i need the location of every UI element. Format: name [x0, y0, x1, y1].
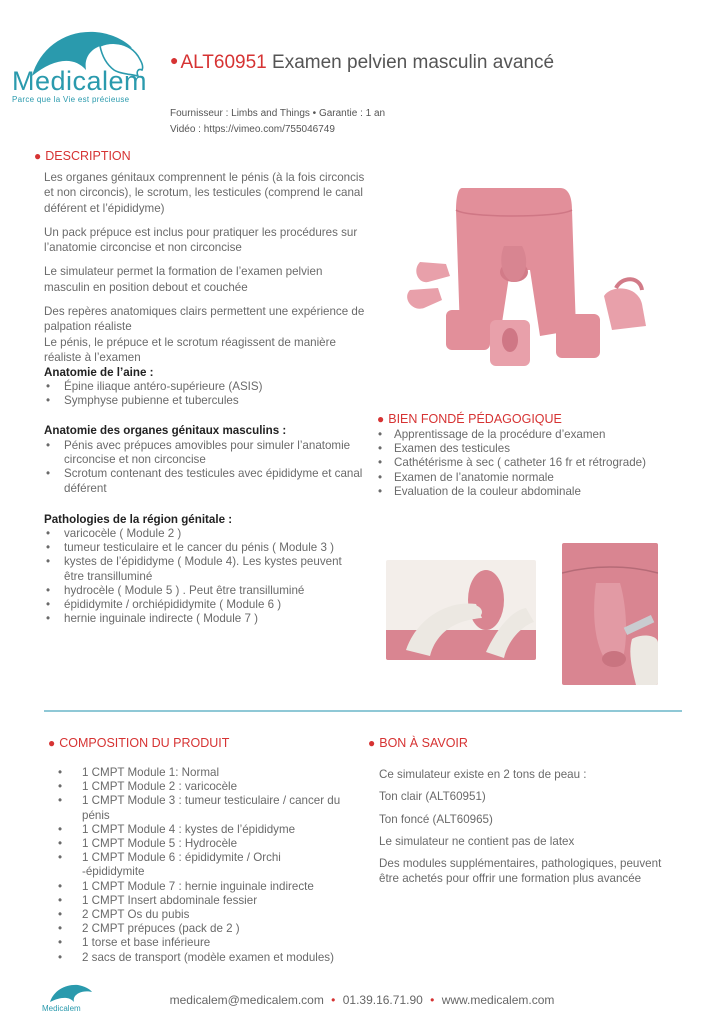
- description-paragraph: Les organes génitaux comprennent le pénis (à la fois circoncis et non circoncis), le scrotum, les testicules (comprend le canal déférent et l’épididyme): [44, 171, 365, 215]
- list-item: • hernie inguinale indirecte ( Module 7 ): [44, 612, 364, 626]
- info-paragraph: Ton foncé (ALT60965): [379, 812, 493, 826]
- info-paragraph: Le simulateur ne contient pas de latex: [379, 834, 575, 848]
- brand-name: Medicalem: [12, 66, 148, 96]
- info-paragraph: Ce simulateur existe en 2 tons de peau :: [379, 768, 587, 781]
- good-to-know-heading: ● BON À SAVOIR: [368, 736, 468, 750]
- list-item: • 1 CMPT Module 3 : tumeur testiculaire / cancer du pénis: [44, 794, 344, 822]
- product-title: [170, 52, 554, 74]
- list-item: • Cathétérisme à sec ( catheter 16 fr et rétrograde): [364, 456, 704, 470]
- list-item: • Scrotum contenant des testicules avec épididyme et canal déférent: [44, 467, 364, 495]
- description-body: [44, 170, 369, 365]
- pedagogy-heading: ● BIEN FONDÉ PÉDAGOGIQUE: [377, 412, 562, 426]
- list-item: • 2 CMPT Os du pubis: [44, 908, 344, 922]
- product-code: ALT60951: [180, 52, 267, 73]
- group-title-pathologies: Pathologies de la région génitale :: [44, 513, 233, 526]
- bullet-dot-icon: ●: [34, 149, 42, 163]
- bullet-dot-icon: ●: [170, 52, 179, 68]
- list-item: • Épine iliaque antéro-supérieure (ASIS): [44, 380, 364, 394]
- list-item: • 1 CMPT Module 1: Normal: [44, 766, 344, 780]
- list-item: • 1 CMPT Module 7 : hernie inguinale indirecte: [44, 880, 344, 894]
- list-item: • kystes de l’épididyme ( Module 4). Les kystes peuvent être transilluminé: [44, 555, 364, 583]
- footer-email[interactable]: medicalem@medicalem.com: [169, 993, 324, 1007]
- bullet-dot-icon: ●: [48, 736, 56, 750]
- good-to-know-body: [379, 767, 669, 887]
- list-item: • épididymite / orchiépididymite ( Module 6 ): [44, 598, 364, 612]
- list-item: • tumeur testiculaire et le cancer du pénis ( Module 3 ): [44, 541, 364, 555]
- group-title-aine: Anatomie de l’aine :: [44, 366, 154, 379]
- footer-separator: •: [430, 993, 435, 1007]
- list-item: • Examen de l’anatomie normale: [364, 471, 704, 485]
- footer-phone[interactable]: 01.39.16.71.90: [342, 993, 423, 1007]
- footer-logo-name: Medicalem: [42, 1004, 81, 1013]
- list-item: • Pénis avec prépuces amovibles pour simuler l’anatomie circoncise et non circoncise: [44, 439, 364, 467]
- list-item: • 1 CMPT Module 6 : épididymite / Orchi -épididymite: [44, 851, 344, 879]
- section-divider: [44, 710, 682, 712]
- product-name: Examen pelvien masculin avancé: [272, 52, 555, 73]
- list-item: • 1 torse et base inférieure: [44, 936, 344, 950]
- composition-heading: ● COMPOSITION DU PRODUIT: [48, 736, 230, 750]
- product-photo: [390, 180, 660, 380]
- description-paragraph: Un pack prépuce est inclus pour pratiquer les procédures sur l’anatomie circoncise et non circoncise: [44, 225, 358, 255]
- list-item: • 2 CMPT prépuces (pack de 2 ): [44, 922, 344, 936]
- supplier-line: Fournisseur : Limbs and Things • Garantie : 1 an: [170, 108, 386, 119]
- description-paragraph: Le pénis, le prépuce et le scrotum réagissent de manière réaliste à l’examen: [44, 335, 336, 364]
- description-paragraph: Le simulateur permet la formation de l’examen pelvien masculin en position debout et couchée: [44, 265, 323, 294]
- exam-photo: [386, 560, 536, 660]
- group-title-organes: Anatomie des organes génitaux masculins :: [44, 424, 287, 437]
- list-pedagogy: [364, 428, 704, 499]
- info-paragraph: Ton clair (ALT60951): [379, 790, 486, 804]
- list-item: • 1 CMPT Module 5 : Hydrocèle: [44, 837, 344, 851]
- list-item: • Apprentissage de la procédure d’examen: [364, 428, 704, 442]
- list-item: • 1 CMPT Insert abdominale fessier: [44, 894, 344, 908]
- bullet-dot-icon: ●: [368, 736, 376, 750]
- list-item: • Symphyse pubienne et tubercules: [44, 394, 364, 408]
- description-heading: ● DESCRIPTION: [34, 149, 131, 163]
- list-item: • 1 CMPT Module 4 : kystes de l’épididyme: [44, 823, 344, 837]
- footer-separator: •: [331, 993, 336, 1007]
- list-organes: [44, 439, 364, 496]
- list-item: • 1 CMPT Module 2 : varicocèle: [44, 780, 344, 794]
- list-item: • varicocèle ( Module 2 ): [44, 527, 364, 541]
- description-paragraph: Des repères anatomiques clairs permettent une expérience de palpation réaliste: [44, 305, 365, 334]
- bullet-dot-icon: ●: [377, 412, 385, 426]
- footer-website[interactable]: www.medicalem.com: [441, 993, 555, 1007]
- video-link[interactable]: Vidéo : https://vimeo.com/755046749: [170, 124, 335, 135]
- list-item: • hydrocèle ( Module 5 ) . Peut être transilluminé: [44, 584, 364, 598]
- list-item: • Examen des testicules: [364, 442, 704, 456]
- info-paragraph: Des modules supplémentaires, pathologiques, peuvent être achetés pour offrir une formation plus avancée: [379, 857, 662, 886]
- list-item: • 2 sacs de transport (modèle examen et modules): [44, 951, 344, 965]
- closeup-photo: [562, 543, 658, 685]
- brand-tagline: Parce que la Vie est précieuse: [12, 95, 130, 104]
- list-item: • Evaluation de la couleur abdominale: [364, 485, 704, 499]
- list-aine: [44, 380, 364, 408]
- list-pathologies: [44, 527, 364, 626]
- list-composition: [44, 766, 344, 965]
- footer-contact: [0, 993, 724, 1007]
